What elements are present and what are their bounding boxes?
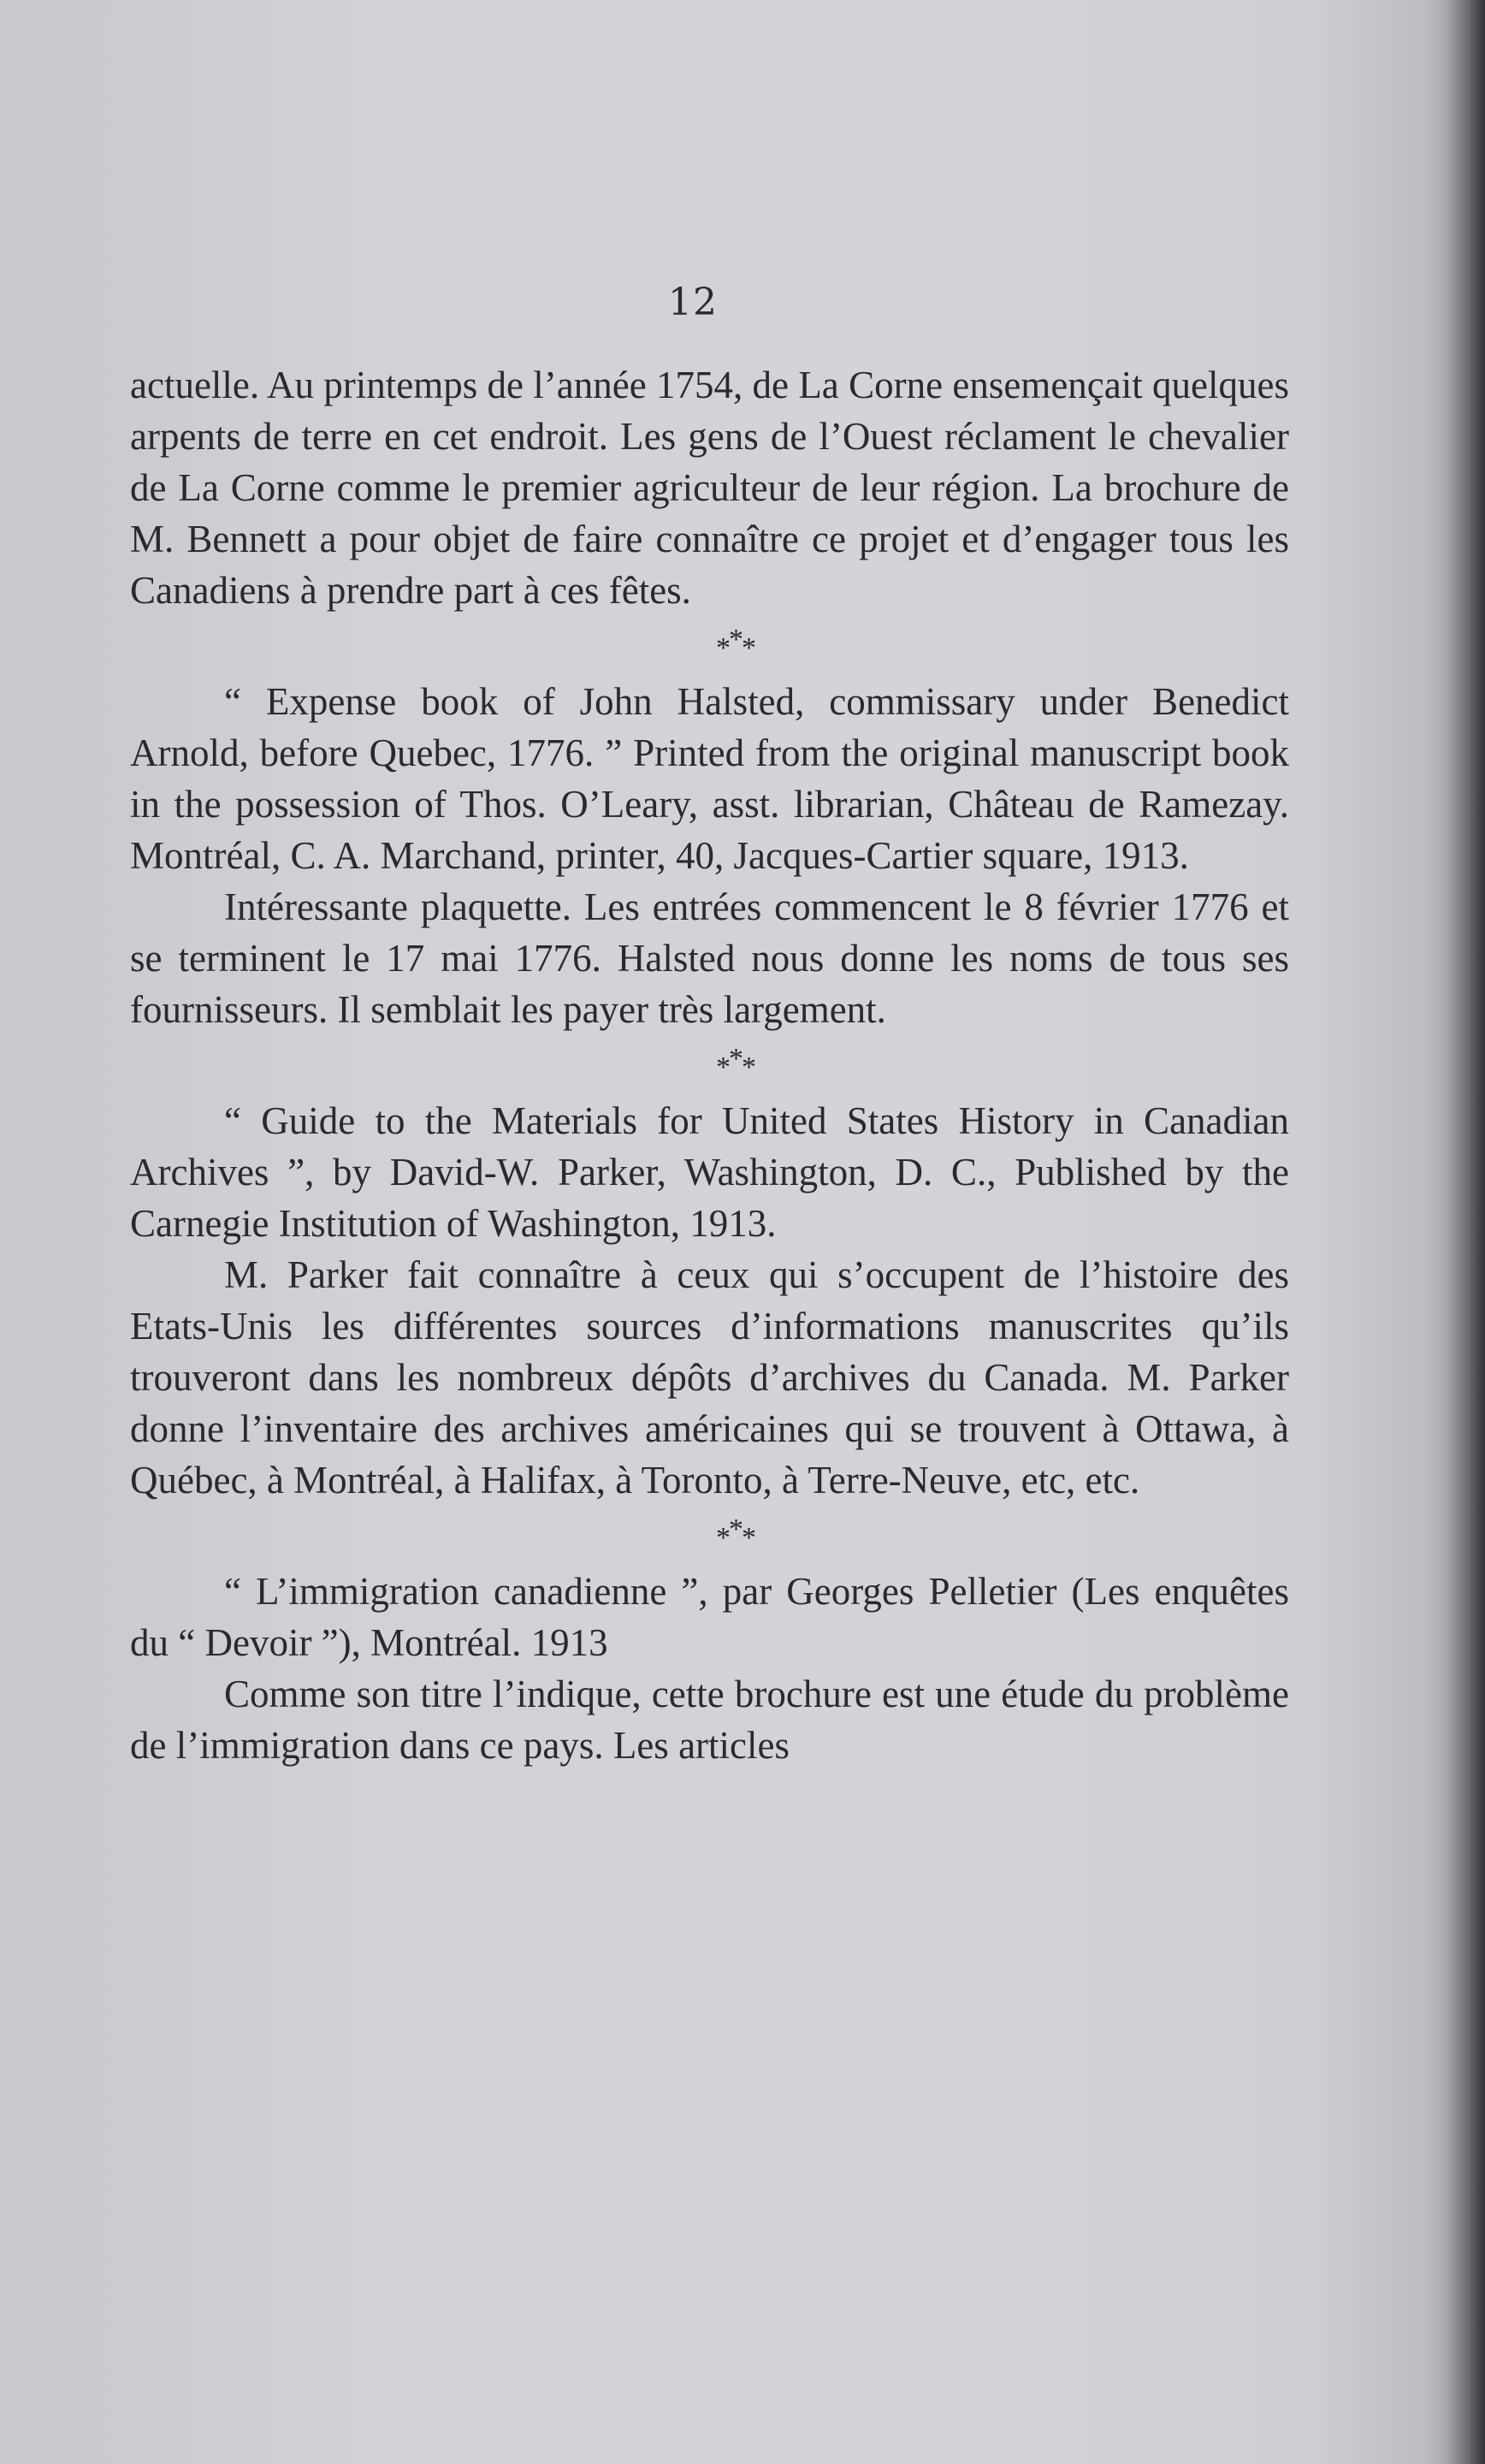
- paragraph-5: M. Parker fait connaître à ceux qui s’occupent de l’histoire des Etats-Unis les différentes sources d’informations manuscrites qu’ils trouveront dans les nombreux dépôts d’archives du Canada. M. Parker donne l’inventaire des archives américaines qui se trouvent à Ottawa, à Québec, à Montréal, à Halifax, à Toronto, à Terre-Neuve, etc, etc.: [130, 1253, 1289, 1502]
- binding-shadow: [1446, 0, 1485, 2464]
- page-number: 12: [668, 281, 718, 324]
- paragraph-3: Intéressante plaquette. Les entrées commencent le 8 février 1776 et se terminent le 17 mai 1776. Halsted nous donne les noms de tous ses fournisseurs. Il semblait les payer très largement.: [130, 886, 1289, 1031]
- asterism-separator-3: ***: [716, 1513, 754, 1554]
- paragraph-4: “ Guide to the Materials for United States History in Canadian Archives ”, by David-W. Parker, Washington, D. C., Published by the Carnegie Institution of Washington, 1913.: [130, 1099, 1289, 1245]
- paragraph-7: Comme son titre l’indique, cette brochure est une étude du problème de l’immigration dans ce pays. Les articles: [130, 1673, 1289, 1767]
- asterism-separator-2: ***: [716, 1043, 754, 1083]
- body-text: [130, 359, 1289, 1771]
- paragraph-6: “ L’immigration canadienne ”, par Georges Pelletier (Les enquêtes du “ Devoir ”), Montréal. 1913: [130, 1570, 1289, 1664]
- paragraph-2: “ Expense book of John Halsted, commissary under Benedict Arnold, before Quebec, 1776. ” Printed from the original manuscript book in the possession of Thos. O’Leary, asst. librarian, Château de Ramezay. Montréal, C. A. Marchand, printer, 40, Jacques-Cartier square, 1913.: [130, 680, 1289, 877]
- asterism-separator-1: ***: [716, 624, 754, 664]
- paragraph-1: actuelle. Au printemps de l’année 1754, de La Corne ensemençait quelques arpents de terre en cet endroit. Les gens de l’Ouest réclament le chevalier de La Corne comme le premier agriculteur de leur région. La brochure de M. Bennett a pour objet de faire connaître ce projet et d’engager tous les Canadiens à prendre part à ces fêtes.: [130, 364, 1289, 612]
